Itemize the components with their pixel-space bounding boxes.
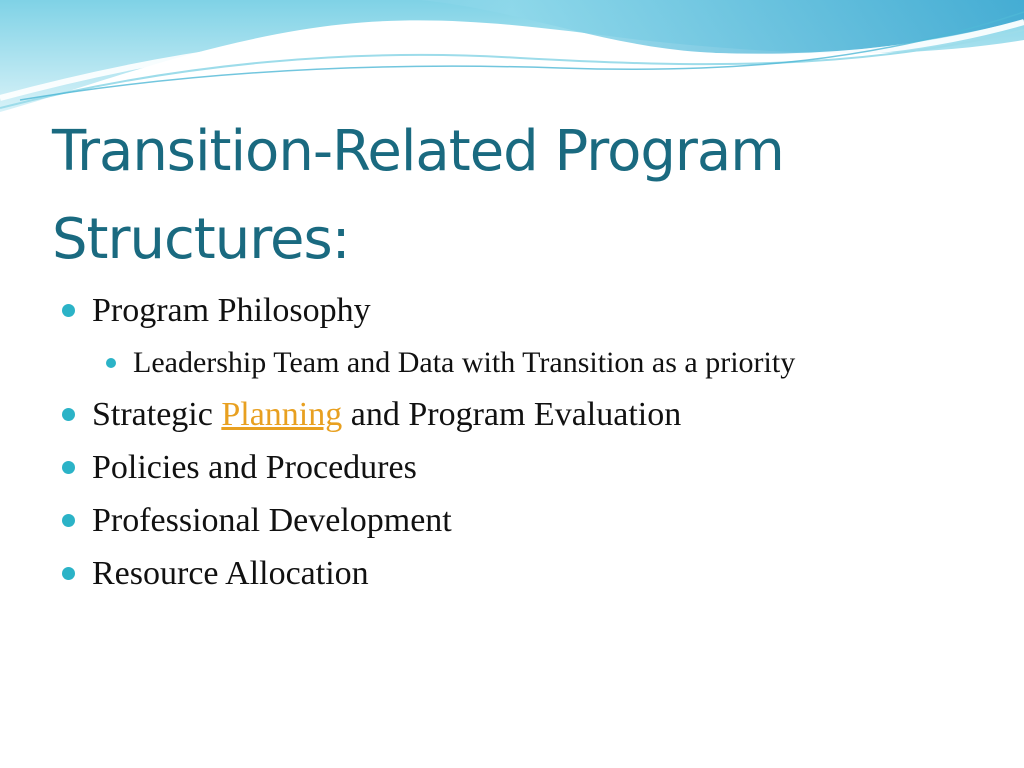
list-item-text — [92, 396, 681, 434]
bullet-list — [62, 284, 1002, 600]
bullet-icon — [62, 408, 75, 421]
list-item-text: Leadership Team and Data with Transition as a priority — [133, 345, 796, 379]
bullet-icon — [106, 358, 116, 368]
bullet-icon — [62, 567, 75, 580]
list-item — [62, 284, 1002, 337]
list-item-prefix: Strategic — [92, 395, 222, 433]
slide-title — [52, 108, 972, 284]
bullet-icon — [62, 304, 75, 317]
list-item-text: Professional Development — [92, 501, 452, 539]
list-item-text: Resource Allocation — [92, 554, 369, 592]
list-item — [62, 337, 1002, 388]
bullet-icon — [62, 514, 75, 527]
title-line-1: Transition-Related Program — [52, 119, 784, 184]
list-item — [62, 494, 1002, 547]
title-line-2: Structures: — [52, 207, 350, 272]
bullet-icon — [62, 461, 75, 474]
list-item — [62, 441, 1002, 494]
list-item-text: Policies and Procedures — [92, 448, 417, 486]
list-item-suffix: and Program Evaluation — [342, 395, 682, 433]
planning-link[interactable]: Planning — [221, 395, 343, 433]
list-item — [62, 388, 1002, 441]
list-item — [62, 547, 1002, 600]
list-item-text: Program Philosophy — [92, 291, 371, 329]
